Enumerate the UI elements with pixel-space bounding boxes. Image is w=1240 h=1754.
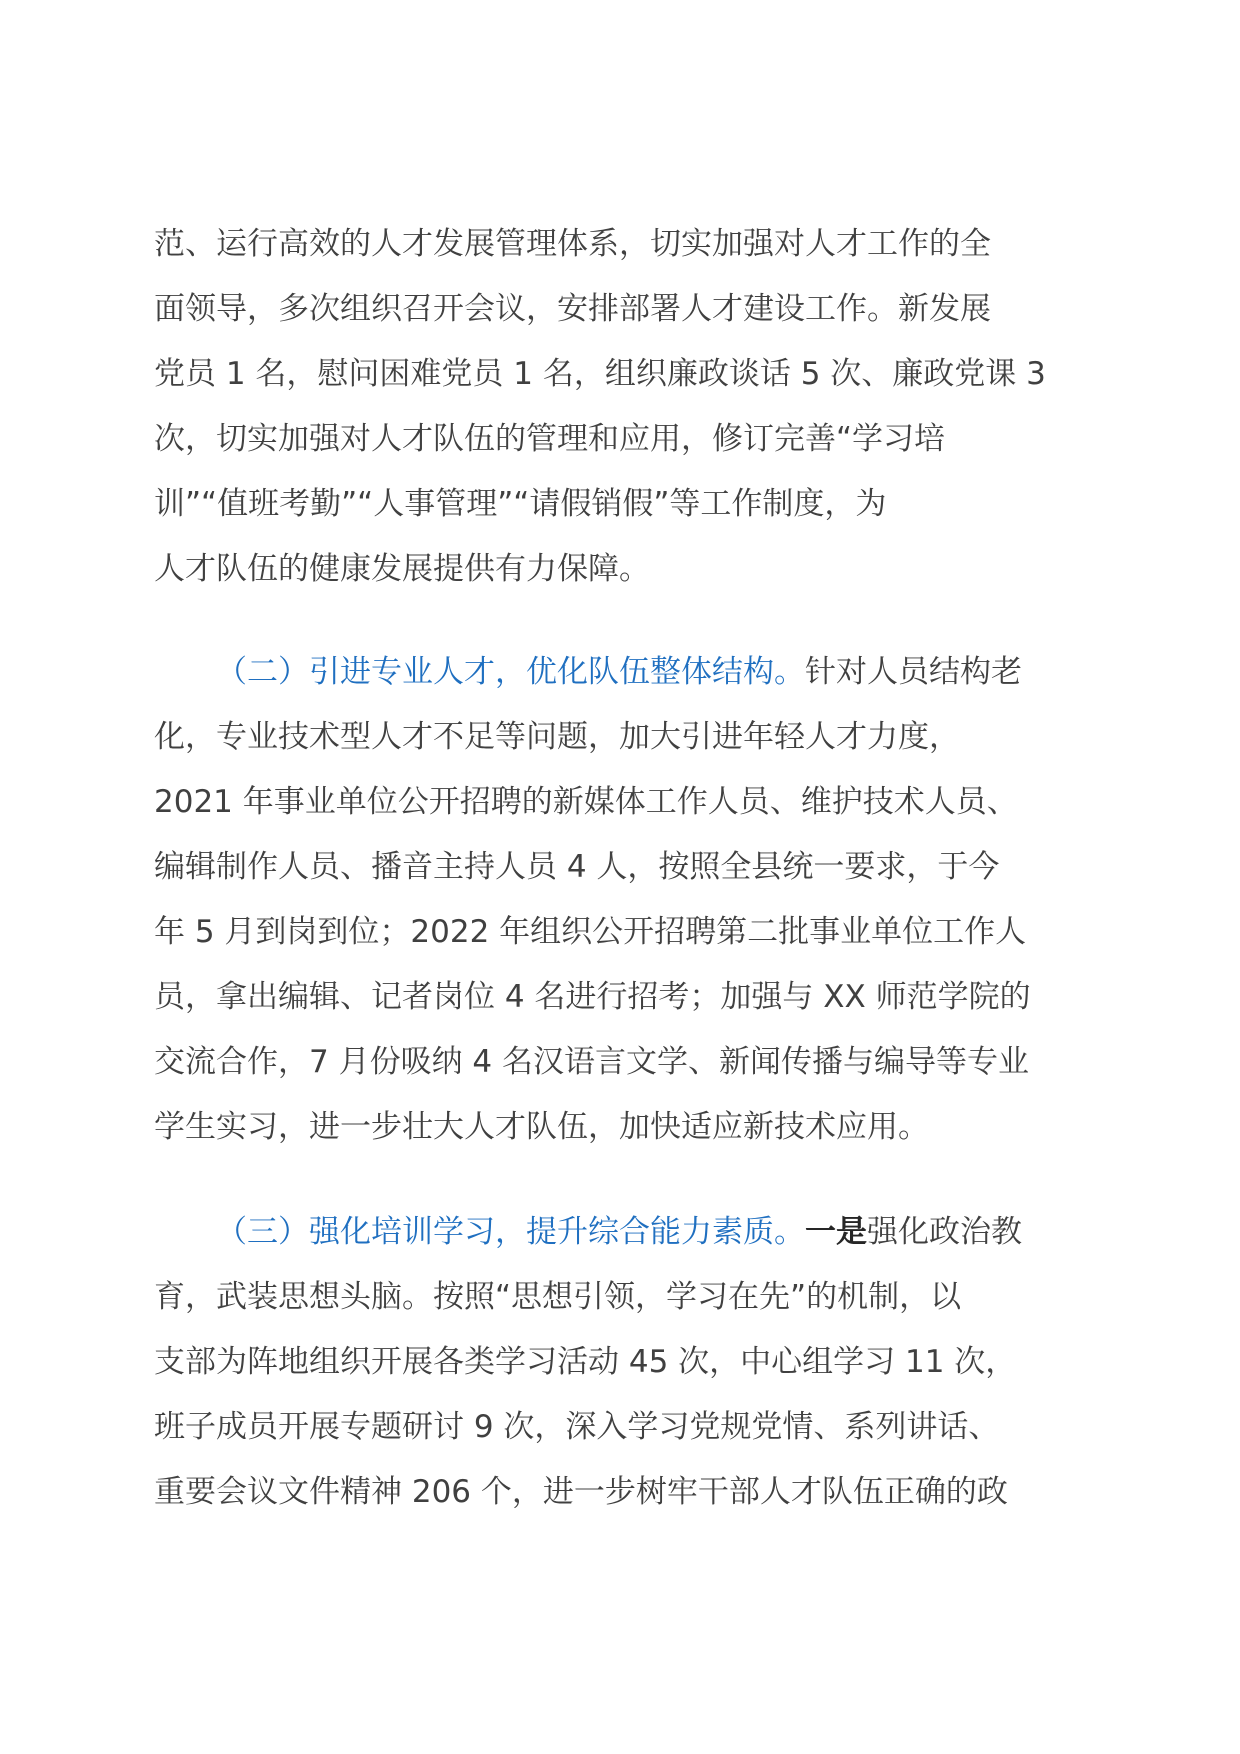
text-line: 学生实习，进一步壮大人才队伍，加快适应新技术应用。 [154,1109,929,1145]
text-line: 人才队伍的健康发展提供有力保障。 [154,551,650,587]
text-line: 重要会议文件精神 206 个，进一步树牢干部人才队伍正确的政 [154,1474,1008,1510]
bold-lead-text: 一是 [805,1214,867,1250]
paragraph-first-line [154,640,1094,705]
text-line: 支部为阵地组织开展各类学习活动 45 次，中心组学习 11 次， [154,1344,1017,1380]
text-line: 年 5 月到岗到位；2022 年组织公开招聘第二批事业单位工作人 [154,914,1027,950]
text-line: 育，武装思想头脑。按照“思想引领，学习在先”的机制，以 [154,1279,962,1315]
text-line: 范、运行高效的人才发展管理体系，切实加强对人才工作的全 [154,226,991,262]
text-line: 员，拿出编辑、记者岗位 4 名进行招考；加强与 XX 师范学院的 [154,979,1031,1015]
text-line: 班子成员开展专题研讨 9 次，深入学习党规党情、系列讲话、 [154,1409,1000,1445]
text-line: 编辑制作人员、播音主持人员 4 人，按照全县统一要求，于今 [154,849,1000,885]
text-line: 党员 1 名，慰问困难党员 1 名，组织廉政谈话 5 次、廉政党课 3 [154,356,1046,392]
text-line: 化，专业技术型人才不足等问题，加大引进年轻人才力度， [154,719,960,755]
text-run: 强化政治教 [867,1214,1022,1250]
text-run: 针对人员结构老 [805,654,1022,690]
paragraph-first-line [154,1200,1094,1265]
text-line: 训”“值班考勤”“人事管理”“请假销假”等工作制度，为 [154,486,887,522]
paragraph-talent-recruitment [154,640,1094,1160]
text-line: 次，切实加强对人才队伍的管理和应用，修订完善“学习培 [154,421,946,457]
section-heading-3: （三）强化培训学习，提升综合能力素质。 [216,1214,805,1250]
text-line: 交流合作，7 月份吸纳 4 名汉语言文学、新闻传播与编导等专业 [154,1044,1030,1080]
text-line: 2021 年事业单位公开招聘的新媒体工作人员、维护技术人员、 [154,784,1018,820]
text-line: 面领导，多次组织召开会议，安排部署人才建设工作。新发展 [154,291,991,327]
paragraph-training-study [154,1200,1094,1525]
paragraph-talent-management [154,212,1094,602]
section-heading-2: （二）引进专业人才，优化队伍整体结构。 [216,654,805,690]
